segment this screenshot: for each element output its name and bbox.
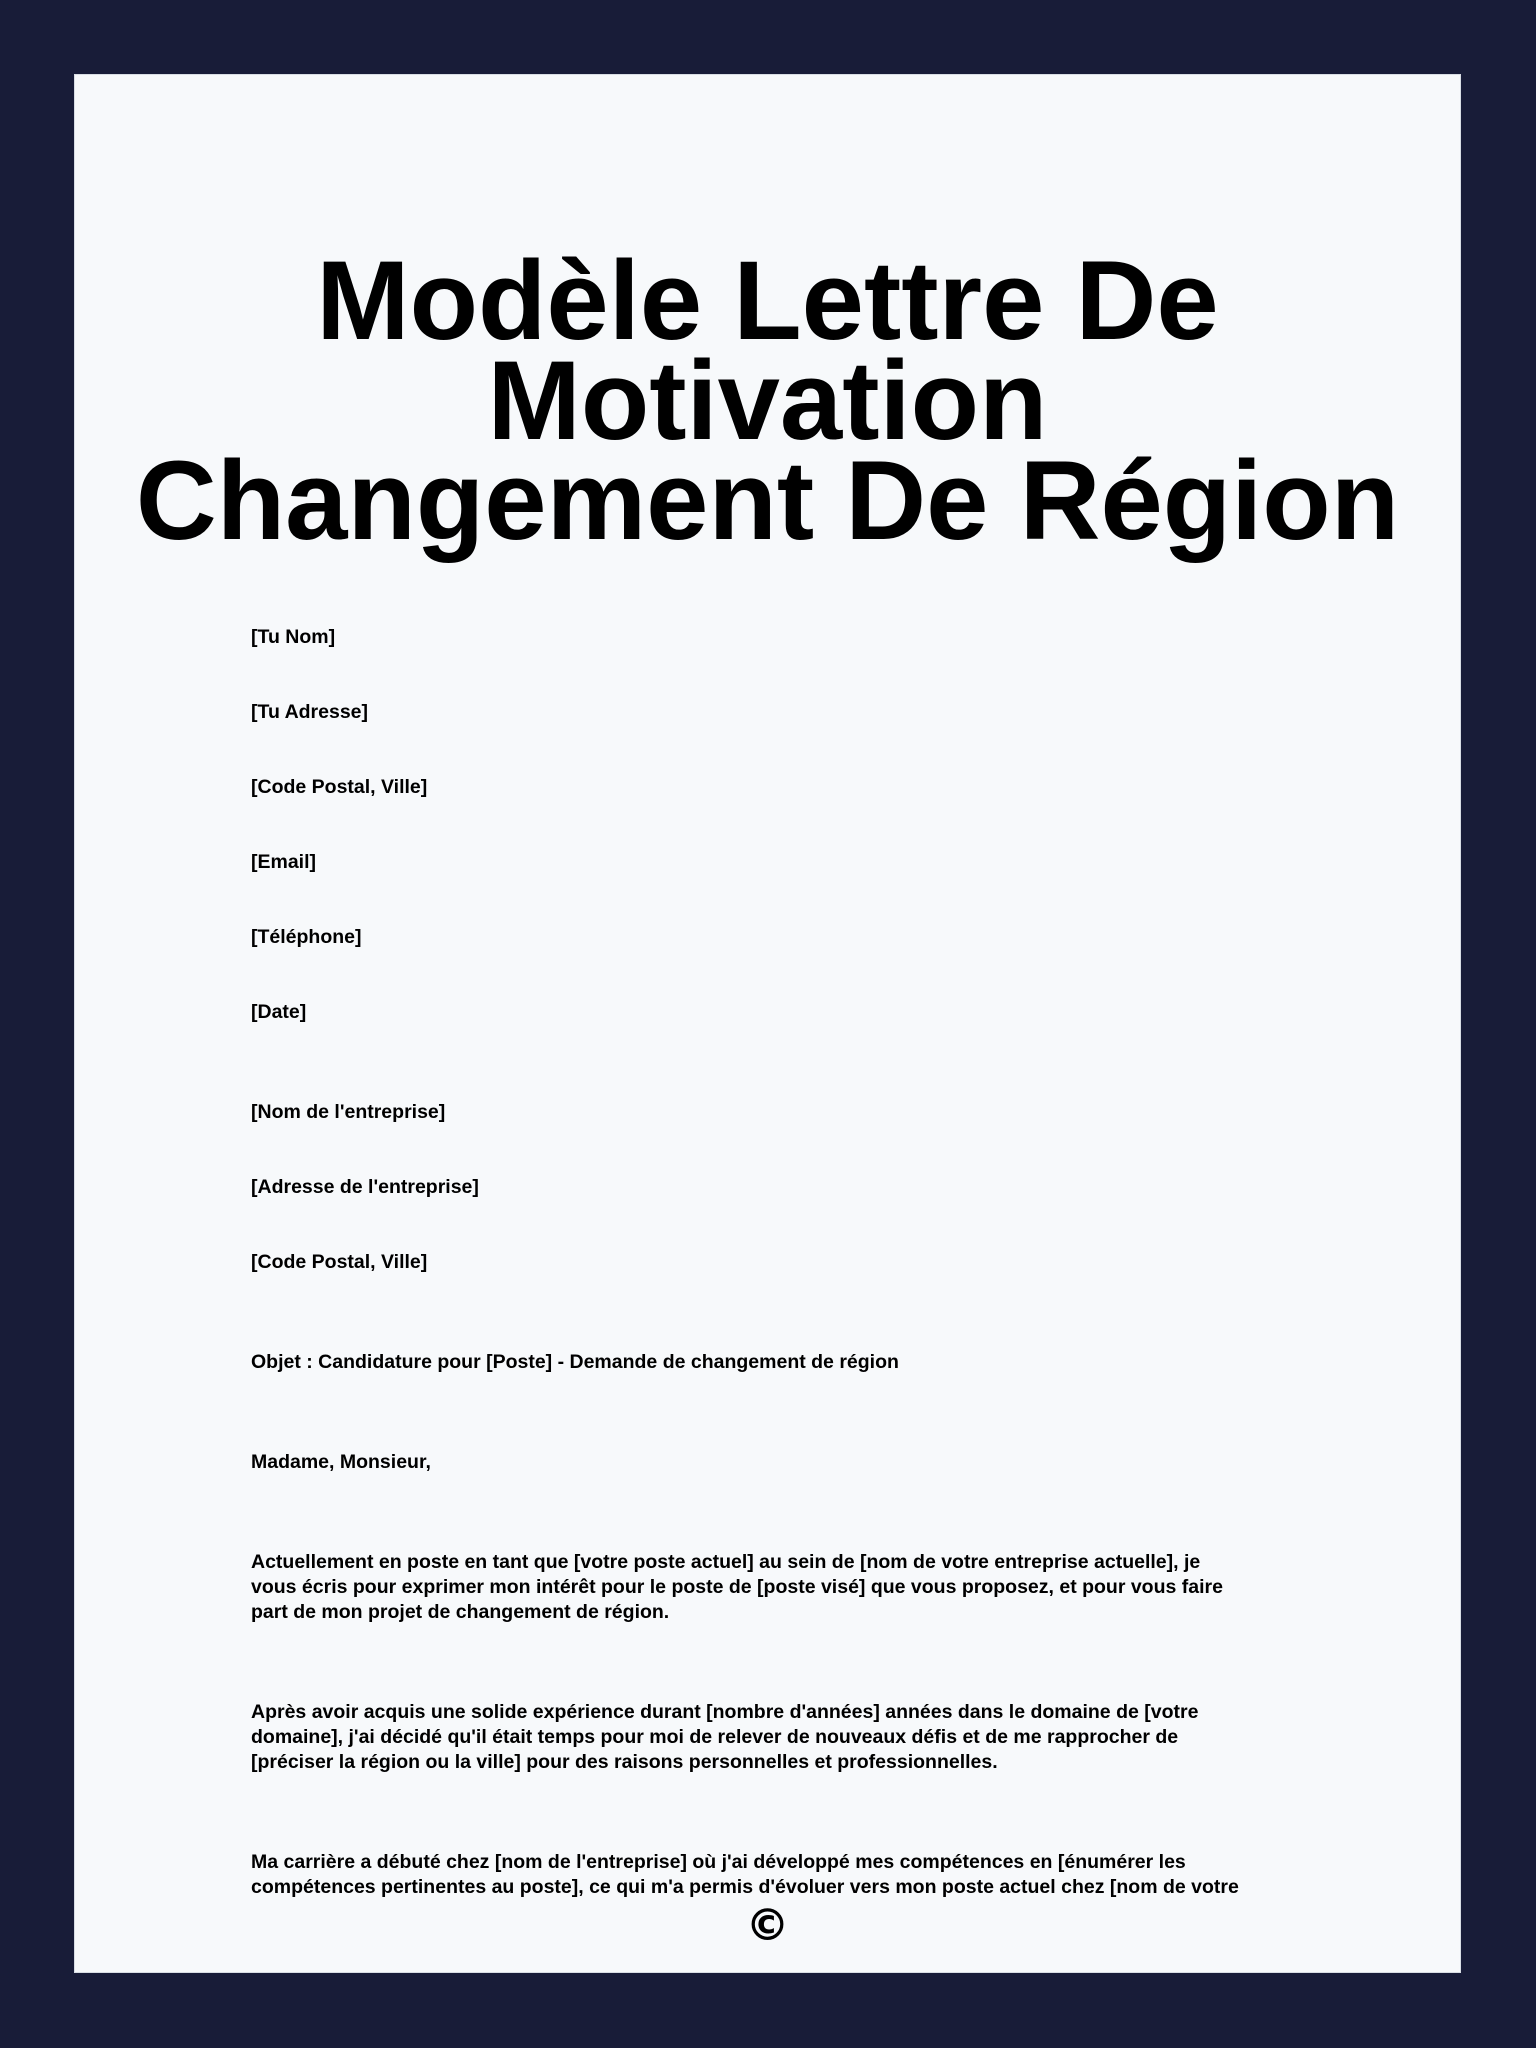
recipient-postal-city: [Code Postal, Ville] (251, 1251, 428, 1273)
recipient-company: [Nom de l'entreprise] (251, 1101, 446, 1123)
sender-phone: [Téléphone] (251, 926, 362, 948)
paragraph-line: Actuellement en poste en tant que [votre poste actuel] au sein de [nom de votre entreprise actuelle], je (251, 1551, 1201, 1573)
recipient-address: [Adresse de l'entreprise] (251, 1176, 479, 1198)
document-page (74, 74, 1461, 1973)
paragraph-1 (251, 1550, 1311, 1625)
paragraph-line: [préciser la région ou la ville] pour des raisons personnelles et professionnelles. (251, 1751, 998, 1773)
page-title (75, 238, 1460, 563)
copyright-icon: © (745, 1900, 790, 1951)
letter-greeting: Madame, Monsieur, (251, 1451, 431, 1473)
sender-address: [Tu Adresse] (251, 701, 369, 723)
paragraph-line: part de mon projet de changement de région. (251, 1601, 670, 1623)
sender-name: [Tu Nom] (251, 626, 336, 648)
paragraph-line: compétences pertinentes au poste], ce qui m'a permis d'évoluer vers mon poste actuel chez [nom de votre (251, 1876, 1239, 1898)
paragraph-3 (251, 1850, 1311, 1900)
title-line-2: Changement De Région (135, 438, 1400, 563)
letter-subject: Objet : Candidature pour [Poste] - Demande de changement de région (251, 1351, 899, 1373)
paragraph-line: domaine], j'ai décidé qu'il était temps pour moi de relever de nouveaux défis et de me rapprocher de (251, 1726, 1179, 1748)
letter-date: [Date] (251, 1001, 307, 1023)
sender-email: [Email] (251, 851, 317, 873)
title-line-1: Modèle Lettre De Motivation (316, 238, 1219, 463)
paragraph-line: vous écris pour exprimer mon intérêt pour le poste de [poste visé] que vous proposez, et pour vous faire (251, 1576, 1223, 1598)
paragraph-2 (251, 1700, 1311, 1775)
paragraph-line: Ma carrière a débuté chez [nom de l'entreprise] où j'ai développé mes compétences en [énumérer les (251, 1851, 1186, 1873)
paragraph-line: Après avoir acquis une solide expérience durant [nombre d'années] années dans le domaine de [votre (251, 1701, 1199, 1723)
sender-postal-city: [Code Postal, Ville] (251, 776, 428, 798)
